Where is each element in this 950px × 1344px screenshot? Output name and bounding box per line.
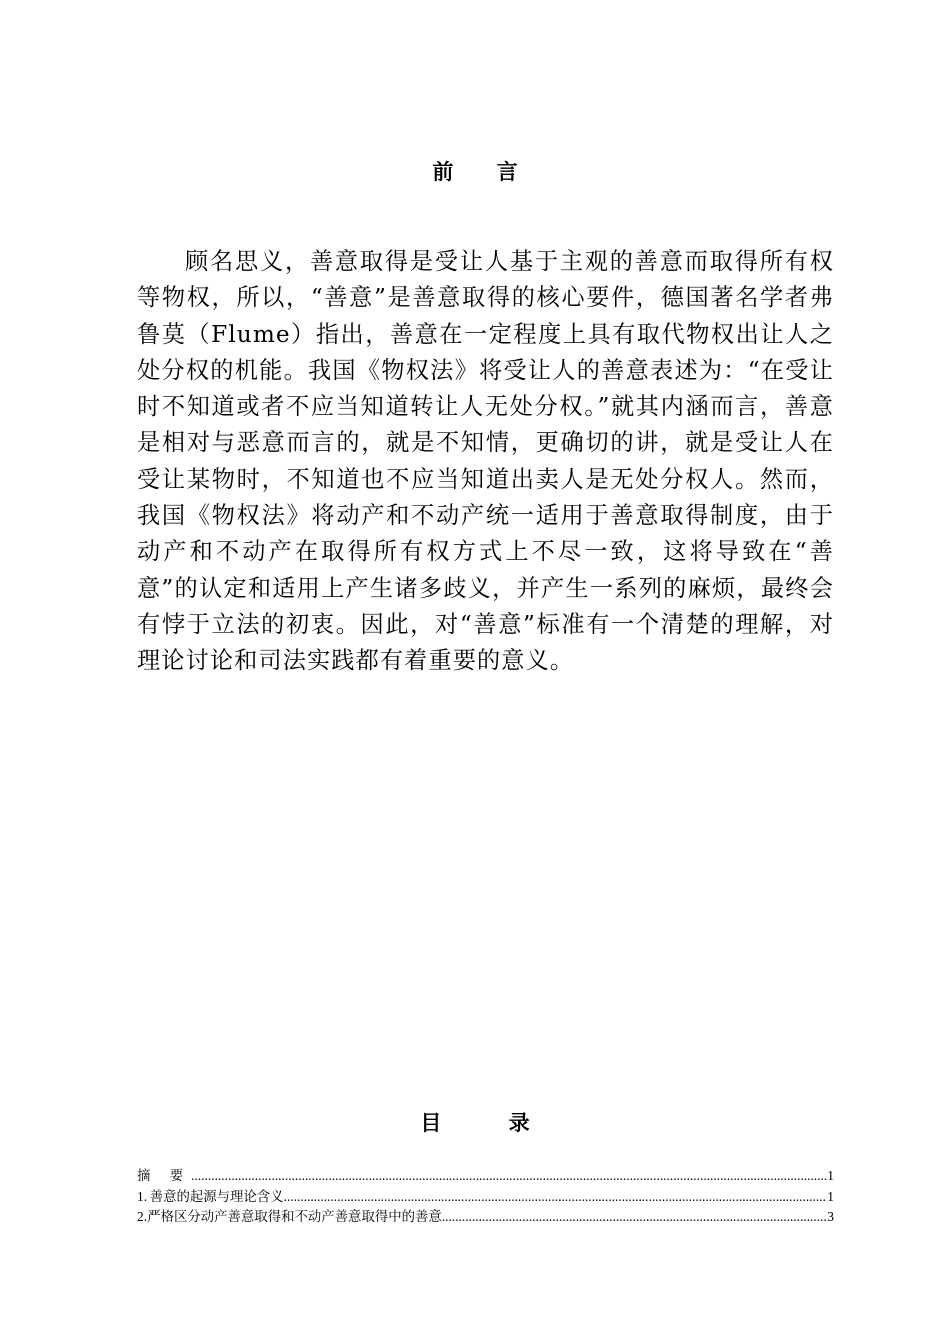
toc-title: 目 录 xyxy=(420,1111,560,1135)
toc-entry-label: 严格区分动产善意取得和不动产善意取得中的善意 xyxy=(147,1209,442,1224)
toc-entry-abstract[interactable] xyxy=(137,1166,834,1187)
toc-entry-number: 1. xyxy=(137,1188,148,1204)
toc-dot-leader xyxy=(284,1187,828,1208)
preface-paragraph: 顾名思义，善意取得是受让人基于主观的善意而取得所有权等物权，所以，“善意”是善意取得的核心要件，德国著名学者弗鲁莫（Flume）指出，善意在一定程度上具有取代物权出让人之处分权的机能。我国《物权法》将受让人的善意表述为：“在受让时不知道或者不应当知道转让人无处分权。”就其内涵而言，善意是相对与恶意而言的，就是不知情，更确切的讲，就是受让人在受让某物时，不知道也不应当知道出卖人是无处分权人。然而，我国《物权法》将动产和不动产统一适用于善意取得制度，由于动产和不动产在取得所有权方式上不尽一致，这将导致在“善意”的认定和适用上产生诸多歧义，并产生一系列的麻烦，最终会有悖于立法的初衷。因此，对“善意”标准有一个清楚的理解，对理论讨论和司法实践都有着重要的意义。 xyxy=(137,248,834,675)
toc-entry-label: 摘 要 xyxy=(137,1168,192,1183)
toc-entry-label: 善意的起源与理论含义 xyxy=(149,1188,284,1204)
toc-dot-leader xyxy=(191,1166,827,1187)
toc-entry-page: 3 xyxy=(827,1209,834,1224)
toc-entry-page: 1 xyxy=(827,1168,834,1183)
toc-dot-leader xyxy=(442,1207,828,1228)
toc-entry-section-1[interactable] xyxy=(137,1187,834,1208)
toc-entry-number: 2. xyxy=(137,1209,148,1224)
table-of-contents xyxy=(137,1166,834,1228)
preface-title: 前 言 xyxy=(432,160,536,184)
toc-entry-section-2[interactable] xyxy=(137,1207,834,1228)
toc-entry-page: 1 xyxy=(827,1188,834,1204)
